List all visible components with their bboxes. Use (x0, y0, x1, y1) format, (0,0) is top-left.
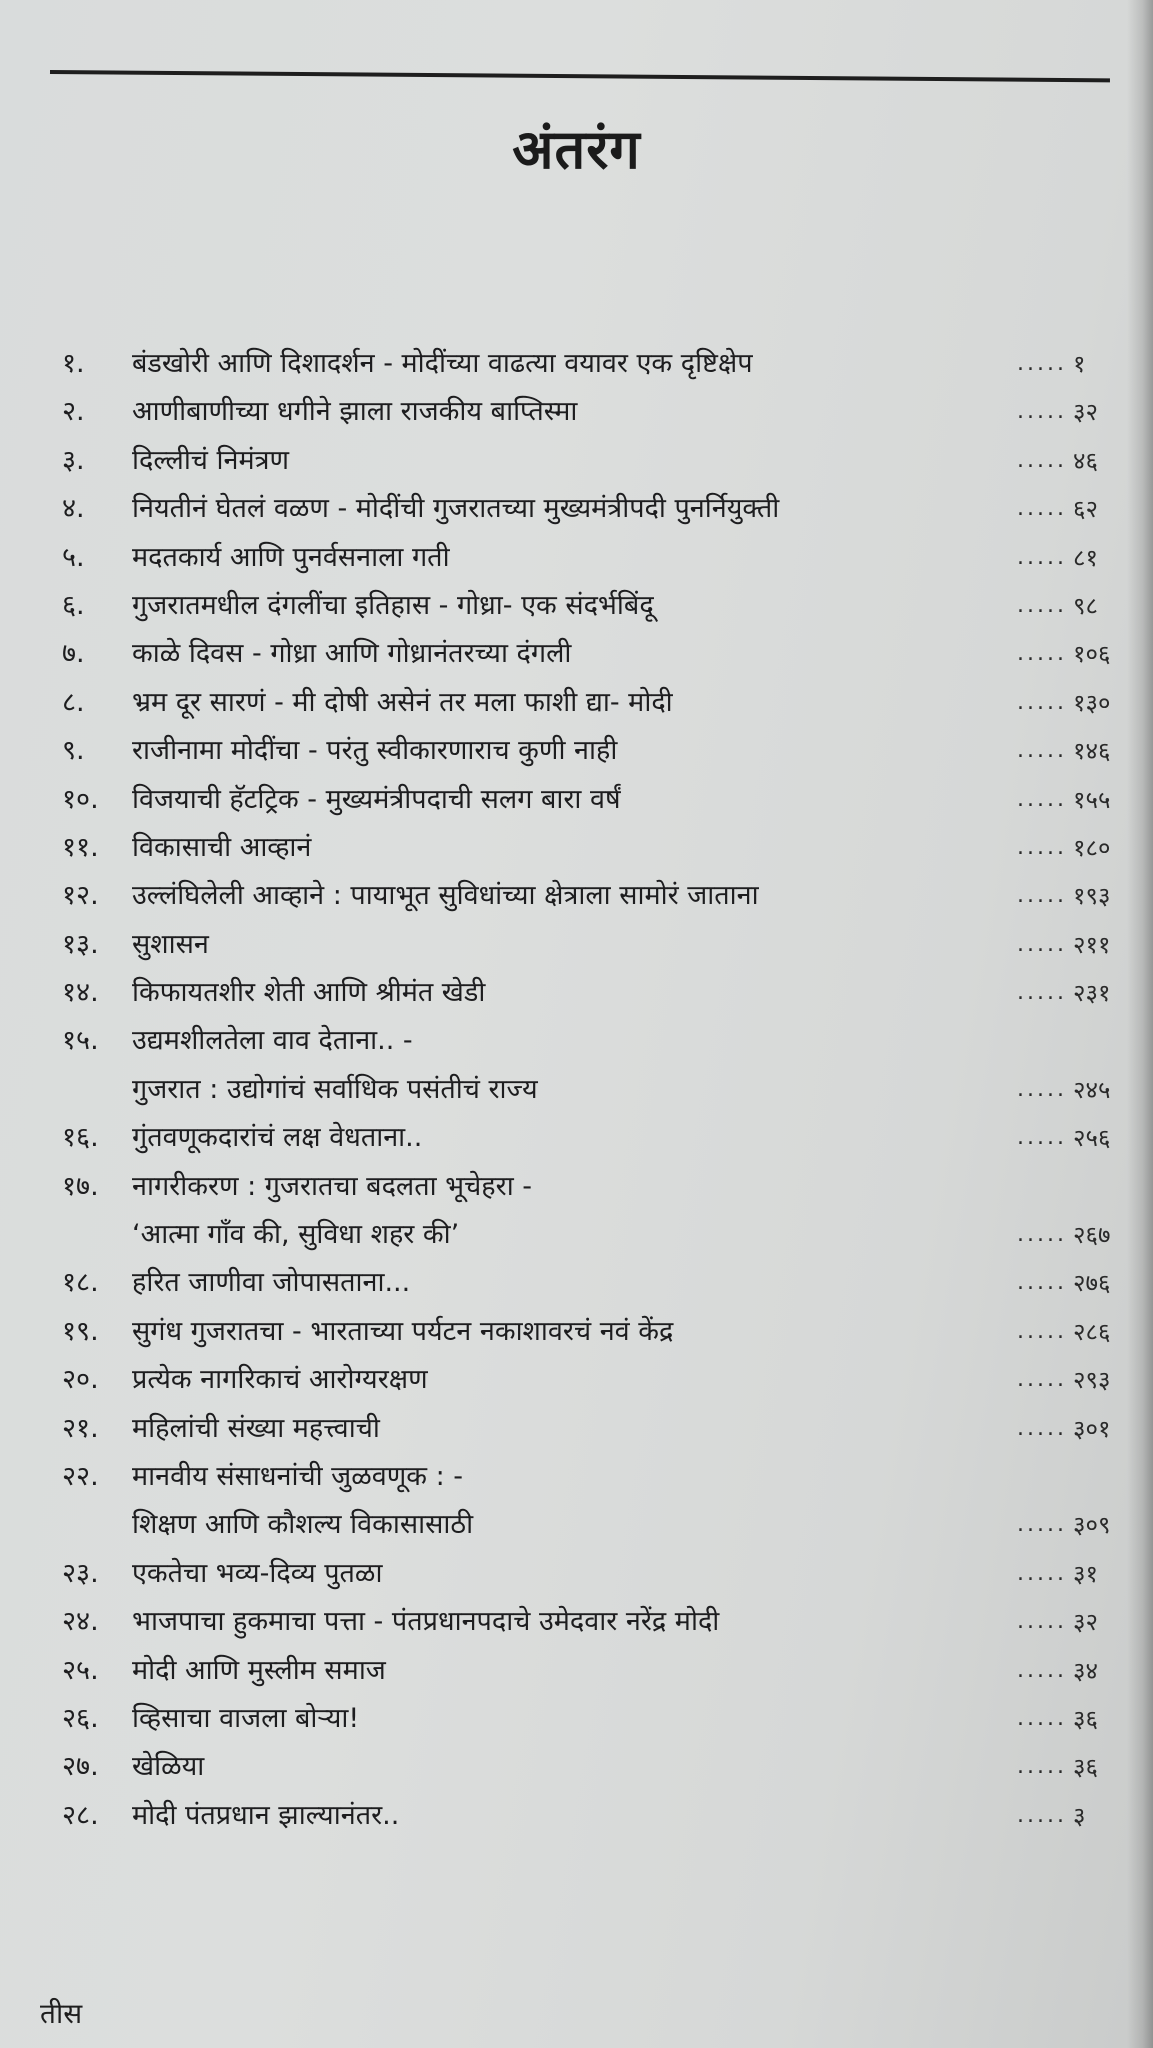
toc-page-number: २४५ (1073, 1075, 1111, 1104)
toc-entry-number: २५. (62, 1654, 99, 1686)
toc-entry-title: व्हिसाचा वाजला बोऱ्या! (132, 1702, 360, 1734)
toc-entry (62, 1453, 1137, 1550)
toc-dot-leader: ..... (1017, 1076, 1067, 1102)
toc-entry-line (62, 1356, 1137, 1404)
toc-dot-leader: ..... (1017, 931, 1067, 957)
toc-entry-line (62, 1259, 1137, 1307)
toc-entry-line (62, 1066, 1137, 1114)
page-title: अंतरंग (512, 118, 641, 181)
toc-entry (62, 1017, 1137, 1114)
toc-entry (62, 969, 1137, 1017)
toc-page-number: ३६ (1073, 1753, 1098, 1782)
toc-entry-title: विजयाची हॅटट्रिक - मुख्यमंत्रीपदाची सलग बारा वर्षं (132, 783, 621, 815)
toc-entry-title: सुगंध गुजरातचा - भारताच्या पर्यटन नकाशावरचं नवं केंद्र (132, 1315, 674, 1347)
toc-entry (62, 727, 1137, 775)
toc-entry (62, 1356, 1137, 1404)
toc-entry-title: काळे दिवस - गोध्रा आणि गोध्रानंतरच्या दंगली (132, 638, 572, 670)
toc-entry-line (62, 1695, 1137, 1743)
toc-entry-title: किफायतशीर शेती आणि श्रीमंत खेडी (132, 977, 486, 1009)
toc-page-number: ३०९ (1073, 1511, 1111, 1540)
toc-dot-leader: ..... (1017, 1415, 1067, 1441)
toc-entry-number: २७. (62, 1751, 99, 1783)
toc-page-number: २५६ (1073, 1124, 1111, 1153)
toc-entry (62, 1114, 1137, 1162)
toc-page-number: १९३ (1073, 882, 1111, 911)
toc-entry-line (62, 776, 1137, 824)
toc-entry-line (62, 824, 1137, 872)
toc-dot-leader: ..... (1017, 786, 1067, 812)
toc-entry-title: उल्लंघिलेली आव्हाने : पायाभूत सुविधांच्या क्षेत्राला सामोरं जाताना (132, 880, 759, 912)
toc-entry-title: सुशासन (132, 928, 209, 960)
toc-entry-title: मदतकार्य आणि पुनर्वसनाला गती (132, 541, 450, 573)
toc-page-number: ३ (1073, 1801, 1086, 1830)
toc-entry (62, 824, 1137, 872)
toc-entry (62, 1647, 1137, 1695)
toc-entry-number: १५. (62, 1025, 99, 1057)
toc-dot-leader: ..... (1017, 1705, 1067, 1731)
toc-entry-line (62, 1453, 1137, 1501)
toc-entry-line (62, 679, 1137, 727)
toc-entry-line (62, 1598, 1137, 1646)
toc-entry-line (62, 485, 1137, 533)
toc-entry-number: ९. (62, 735, 85, 767)
toc-entry-number: २८. (62, 1799, 99, 1831)
toc-entry-number: २२. (62, 1460, 99, 1492)
toc-entry-number: २. (62, 396, 85, 428)
toc-entry-line (62, 630, 1137, 678)
toc-entry-title: भ्रम दूर सारणं - मी दोषी असेनं तर मला फाशी द्या- मोदी (132, 686, 673, 718)
toc-dot-leader: ..... (1017, 883, 1067, 909)
toc-entry (62, 388, 1137, 436)
toc-entry-line (62, 1792, 1137, 1840)
toc-page-number: ३२ (1073, 398, 1098, 427)
toc-entry-title: ‘आत्मा गाँव की, सुविधा शहर की’ (132, 1219, 460, 1251)
toc-dot-leader: ..... (1017, 496, 1067, 522)
toc-dot-leader: ..... (1017, 351, 1067, 376)
toc-entry-number: १. (62, 348, 85, 379)
toc-dot-leader: ..... (1017, 1754, 1067, 1780)
toc-entry-number: ६. (62, 589, 85, 621)
toc-dot-leader: ..... (1017, 399, 1067, 425)
toc-entry-number: १३. (62, 928, 99, 960)
toc-page-number: ४६ (1073, 446, 1098, 475)
toc-page-number: ८१ (1073, 543, 1098, 572)
toc-page-number: १५५ (1073, 785, 1111, 814)
toc-entry-title: मोदी आणि मुस्लीम समाज (132, 1654, 386, 1686)
toc-entry (62, 921, 1137, 969)
toc-page-number: ३१ (1073, 1559, 1098, 1588)
toc-entry-number: २४. (62, 1606, 99, 1638)
toc-dot-leader: ..... (1017, 738, 1067, 764)
toc-dot-leader: ..... (1017, 544, 1067, 570)
toc-entry (62, 1792, 1137, 1840)
toc-page-number: २७६ (1073, 1269, 1111, 1298)
toc-dot-leader: ..... (1017, 1657, 1067, 1683)
toc-entry (62, 1405, 1137, 1453)
toc-entry (62, 1550, 1137, 1598)
toc-entry-title: आणीबाणीच्या धगीने झाला राजकीय बाप्तिस्मा (132, 396, 578, 428)
toc-page-number: ३०१ (1073, 1414, 1111, 1443)
header-rule (50, 70, 1110, 82)
toc-entry-line (62, 1550, 1137, 1598)
toc-entry (62, 340, 1137, 388)
toc-entry-title: उद्यमशीलतेला वाव देताना.. - (132, 1025, 413, 1057)
toc-page-number: १८० (1073, 833, 1111, 862)
toc-entry-title: राजीनामा मोदींचा - परंतु स्वीकारणाराच कुणी नाही (132, 735, 618, 767)
toc-entry (62, 1695, 1137, 1743)
toc-entry-title: गुजरात : उद्योगांचं सर्वाधिक पसंतीचं राज्य (132, 1073, 538, 1105)
toc-entry (62, 630, 1137, 678)
toc-entry (62, 679, 1137, 727)
toc-entry-number: २३. (62, 1557, 99, 1589)
toc-entry-number: १७. (62, 1170, 99, 1202)
toc-entry-title: गुंतवणूकदारांचं लक्ष वेधताना.. (132, 1122, 423, 1154)
toc-entry-number: १२. (62, 880, 99, 912)
toc-entry-number: ७. (62, 638, 85, 670)
toc-entry (62, 1308, 1137, 1356)
page-number-footer: तीस (40, 1997, 83, 2030)
toc-dot-leader: ..... (1017, 447, 1067, 473)
toc-dot-leader: ..... (1017, 641, 1067, 667)
toc-entry (62, 872, 1137, 920)
toc-entry-line (62, 1211, 1137, 1259)
toc-dot-leader: ..... (1017, 1125, 1067, 1151)
toc-entry-line (62, 1743, 1137, 1791)
toc-dot-leader: ..... (1017, 689, 1067, 715)
toc-entry (62, 1163, 1137, 1260)
toc-entry-number: १४. (62, 977, 99, 1009)
toc-entry (62, 1598, 1137, 1646)
toc-entry-title: खेळिया (132, 1751, 205, 1783)
toc-dot-leader: ..... (1017, 1270, 1067, 1296)
toc-entry-number: ४. (62, 493, 85, 525)
toc-entry-line (62, 437, 1137, 485)
toc-entry-title: बंडखोरी आणि दिशादर्शन - मोदींच्या वाढत्या वयावर एक दृष्टिक्षेप (132, 348, 753, 379)
toc-entry-number: १६. (62, 1122, 99, 1154)
toc-entry-line (62, 1405, 1137, 1453)
toc-entry (62, 1259, 1137, 1307)
toc-entry-title: भाजपाचा हुकमाचा पत्ता - पंतप्रधानपदाचे उमेदवार नरेंद्र मोदी (132, 1606, 720, 1638)
toc-page-number: १ (1073, 350, 1086, 378)
toc-page-number: १३० (1073, 688, 1111, 717)
toc-entry-line (62, 872, 1137, 920)
toc-entry-number: १८. (62, 1267, 99, 1299)
toc-dot-leader: ..... (1017, 834, 1067, 860)
toc-entry-line (62, 534, 1137, 582)
toc-dot-leader: ..... (1017, 980, 1067, 1006)
toc-entry (62, 1743, 1137, 1791)
toc-dot-leader: ..... (1017, 1560, 1067, 1586)
toc-page-number: ३६ (1073, 1704, 1098, 1733)
toc-entry-title: मोदी पंतप्रधान झाल्यानंतर.. (132, 1799, 400, 1831)
toc-entry-line (62, 1114, 1137, 1162)
toc-entry-title: नियतीनं घेतलं वळण - मोदींची गुजरातच्या मुख्यमंत्रीपदी पुनर्नियुक्ती (132, 493, 780, 525)
toc-entry-title: मानवीय संसाधनांची जुळवणूक : - (132, 1460, 463, 1492)
toc-entry (62, 582, 1137, 630)
toc-entry-line (62, 340, 1137, 388)
toc-entry-line (62, 1308, 1137, 1356)
toc-entry-number: १९. (62, 1315, 99, 1347)
toc-page-number: २३१ (1073, 979, 1111, 1008)
toc-entry-number: २०. (62, 1364, 99, 1396)
toc-entry-line (62, 1647, 1137, 1695)
toc-entry (62, 776, 1137, 824)
toc-dot-leader: ..... (1017, 1318, 1067, 1344)
toc-page-number: १०६ (1073, 640, 1111, 669)
toc-entry (62, 485, 1137, 533)
toc-page-number: २६७ (1073, 1221, 1111, 1250)
toc-page-number: ९८ (1073, 591, 1098, 620)
toc-entry-line (62, 921, 1137, 969)
toc-dot-leader: ..... (1017, 1609, 1067, 1635)
toc-entry-number: १०. (62, 783, 99, 815)
toc-page-number: ३२ (1073, 1608, 1098, 1637)
table-of-contents (62, 340, 1137, 1840)
toc-page-number: ३४ (1073, 1656, 1098, 1685)
toc-entry-line (62, 1163, 1137, 1211)
toc-dot-leader: ..... (1017, 1367, 1067, 1393)
toc-page-number: २११ (1073, 930, 1111, 959)
toc-entry-title: नागरीकरण : गुजरातचा बदलता भूचेहरा - (132, 1170, 533, 1202)
toc-entry-title: गुजरातमधील दंगलींचा इतिहास - गोध्रा- एक संदर्भबिंदू (132, 589, 654, 621)
toc-entry-number: ८. (62, 686, 85, 718)
toc-dot-leader: ..... (1017, 1512, 1067, 1538)
toc-entry-title: दिल्लीचं निमंत्रण (132, 444, 290, 476)
toc-entry-line (62, 727, 1137, 775)
toc-dot-leader: ..... (1017, 1802, 1067, 1828)
toc-entry-line (62, 1017, 1137, 1065)
toc-entry (62, 534, 1137, 582)
toc-entry-line (62, 388, 1137, 436)
toc-page-number: २९३ (1073, 1366, 1111, 1395)
toc-page-number: ६२ (1073, 495, 1098, 524)
toc-page-number: २८६ (1073, 1317, 1111, 1346)
toc-entry-number: ३. (62, 444, 85, 476)
toc-entry-title: एकतेचा भव्य-दिव्य पुतळा (132, 1557, 383, 1589)
toc-entry-line (62, 582, 1137, 630)
toc-entry-number: ११. (62, 831, 99, 863)
toc-entry-title: महिलांची संख्या महत्त्वाची (132, 1412, 380, 1444)
toc-entry-number: ५. (62, 541, 85, 573)
toc-entry (62, 437, 1137, 485)
toc-entry-number: २१. (62, 1412, 99, 1444)
toc-dot-leader: ..... (1017, 1222, 1067, 1248)
toc-entry-title: शिक्षण आणि कौशल्य विकासासाठी (132, 1509, 474, 1541)
toc-entry-title: विकासाची आव्हानं (132, 831, 312, 863)
toc-entry-title: हरित जाणीवा जोपासताना... (132, 1267, 411, 1299)
toc-entry-number: २६. (62, 1702, 99, 1734)
toc-entry-line (62, 1501, 1137, 1549)
toc-dot-leader: ..... (1017, 592, 1067, 618)
toc-page-number: १४६ (1073, 737, 1111, 766)
toc-entry-line (62, 969, 1137, 1017)
toc-entry-title: प्रत्येक नागरिकाचं आरोग्यरक्षण (132, 1364, 428, 1396)
